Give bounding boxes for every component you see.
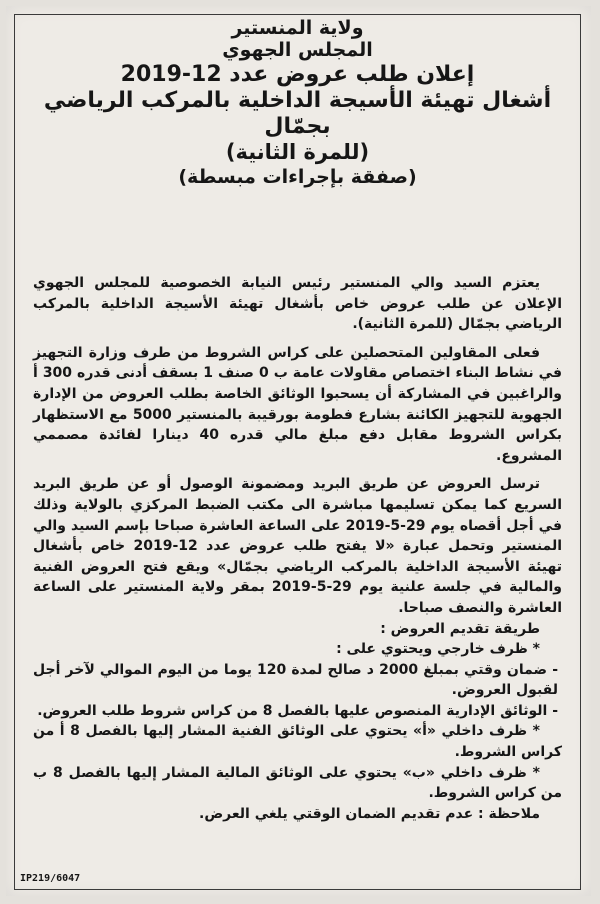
tender-number: إعلان طلب عروض عدد 12-2019 xyxy=(120,61,475,87)
outer-envelope-item: * ظرف خارجي ويحتوي على : xyxy=(336,641,540,658)
notice-frame xyxy=(14,14,581,890)
note-line: ملاحظة : عدم تقديم الضمان الوقتي يلغي العرض. xyxy=(199,805,540,822)
notice-header xyxy=(15,17,580,189)
paragraph-eligibility: فعلى المقاولين المتحصلين على كراس الشروط من طرف وزارة التجهيز في نشاط البناء اختصاص مقاولات عامة ب 0 صنف 1 بسقف أدنى قدره 300 أ والراغبين في المشاركة أن يسحبوا الوثائق الخاصة بطلب العروض من الإدارة الجهوية للتجهيز الكائنة بشارع فطومة بورقيبة بالمنستير 5000 مع الاستظهار بكراس الشروط مقابل دفع مبلغ مالي قدره 40 دينارا لفائدة مصممي المشروع. xyxy=(33,344,562,464)
inner-envelope-a-item: * ظرف داخلي «أ» يحتوي على الوثائق الفنية المشار إليها بالفصل 8 أ من كراس الشروط. xyxy=(33,723,562,761)
paragraph-intro: يعتزم السيد والي المنستير رئيس النيابة الخصوصية للمجلس الجهوي الإعلان عن طلب عروض خاص بأشغال تهيئة الأسيجة الداخلية بالمركب الرياضي بجمّال (للمرة الثانية). xyxy=(33,275,562,333)
inner-envelope-b-item: * ظرف داخلي «ب» يحتوي على الوثائق المالية المشار إليها بالفصل 8 ب من كراس الشروط. xyxy=(33,764,562,802)
second-time-note: (للمرة الثانية) xyxy=(225,139,370,164)
publication-reference: IP219/6047 xyxy=(20,873,81,884)
council-name: المجلس الجهوي xyxy=(222,39,373,62)
submission-method-heading: طريقة تقديم العروض : xyxy=(380,620,540,637)
newspaper-clipping xyxy=(6,6,591,896)
admin-docs-item: - الوثائق الإدارية المنصوص عليها بالفصل 8 من كراس شروط طلب العروض. xyxy=(37,702,558,719)
tender-subject: أشغال تهيئة الأسيجة الداخلية بالمركب الرياضي بجمّال xyxy=(43,87,552,139)
notice-body xyxy=(33,273,562,824)
guarantee-item: - ضمان وقتي بمبلغ 2000 د صالح لمدة 120 يوما من اليوم الموالي لآخر أجل لقبول العروض. xyxy=(33,661,559,699)
procedure-type: (صفقة بإجراءات مبسطة) xyxy=(178,166,417,189)
governorate-name: ولاية المنستير xyxy=(231,17,364,39)
paragraph-submission: ترسل العروض عن طريق البريد ومضمونة الوصول أو عن طريق البريد السريع كما يمكن تسليمها مباشرة الى مكتب الضبط المركزي بالولاية وذلك في أجل أقصاه يوم 29-5-2019 على الساعة العاشرة صباحا بإسم السيد والي المنستير وتحمل عبارة «لا يفتح طلب عروض عدد 12-2019 خاص بأشغال تهيئة الأسيجة الداخلية بالمركب الرياضي بجمّال» ويقع فتح العروض الفنية والمالية في جلسة علنية يوم 29-5-2019 بمقر ولاية المنستير على الساعة العاشرة والنصف صباحا. xyxy=(33,476,562,616)
